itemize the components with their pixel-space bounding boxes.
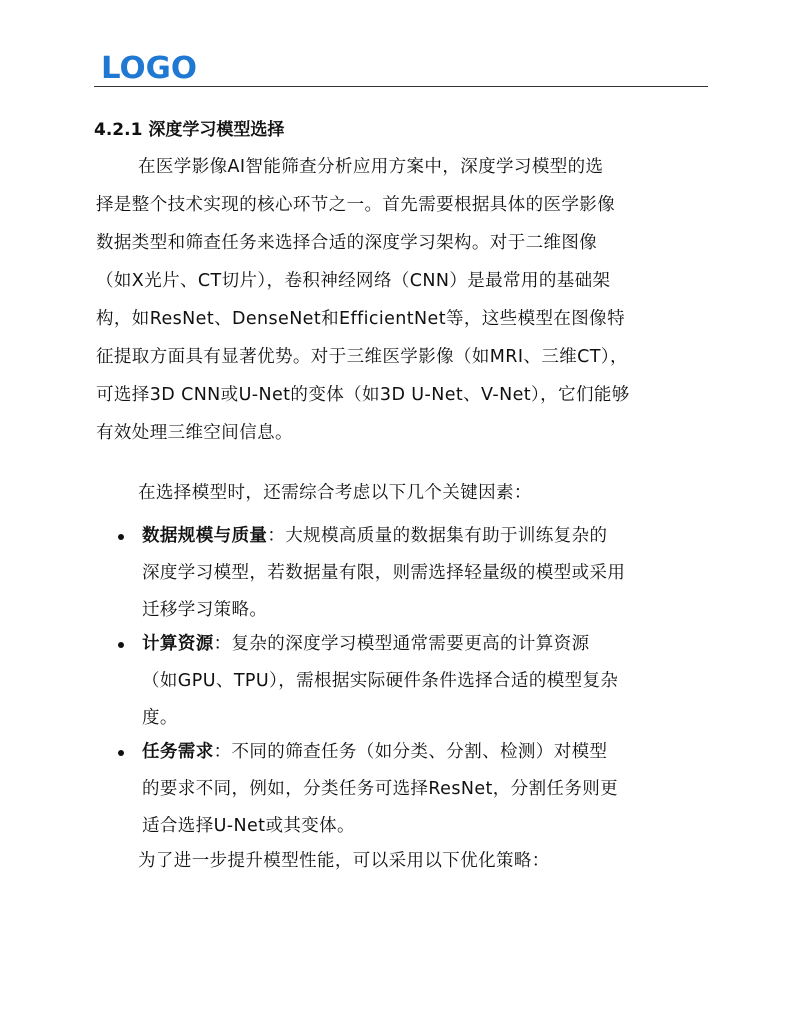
bullet-item-data-scale bbox=[118, 518, 718, 629]
bullet-line: 迁移学习策略。 bbox=[142, 600, 268, 620]
paragraph-line: 在选择模型时，还需综合考虑以下几个关键因素： bbox=[138, 483, 532, 503]
bullet-line: 适合选择U-Net或其变体。 bbox=[142, 816, 355, 836]
bullet-line: 的要求不同，例如，分类任务可选择ResNet，分割任务则更 bbox=[142, 779, 619, 799]
paragraph-line: （如X光片、CT切片），卷积神经网络（CNN）是最常用的基础架 bbox=[96, 271, 611, 291]
paragraph-line: 构，如ResNet、DenseNet和EfficientNet等，这些模型在图像特 bbox=[96, 309, 625, 329]
header-divider bbox=[94, 86, 708, 87]
bullet-line: （如GPU、TPU），需根据实际硬件条件选择合适的模型复杂 bbox=[142, 671, 619, 691]
paragraph-line: 择是整个技术实现的核心环节之一。首先需要根据具体的医学影像 bbox=[96, 195, 616, 215]
intro-paragraph bbox=[96, 148, 716, 452]
bullet-term: 数据规模与质量 bbox=[142, 526, 268, 546]
closing-paragraph bbox=[96, 842, 716, 880]
bullet-term: 计算资源 bbox=[142, 634, 214, 654]
bullet-line: 度。 bbox=[142, 708, 178, 728]
bullet-text: ：不同的筛查任务（如分类、分割、检测）对模型 bbox=[213, 742, 608, 762]
bullet-item-task-requirements bbox=[118, 734, 718, 845]
section-title: 4.2.1 深度学习模型选择 bbox=[94, 120, 285, 140]
company-logo bbox=[101, 52, 201, 82]
bullet-icon bbox=[118, 750, 124, 756]
bullet-text: ：复杂的深度学习模型通常需要更高的计算资源 bbox=[213, 634, 590, 654]
bullet-line bbox=[118, 734, 718, 771]
bullet-line: 深度学习模型，若数据量有限，则需选择轻量级的模型或采用 bbox=[142, 563, 626, 583]
logo-text: LOGO bbox=[101, 52, 197, 82]
bullet-text: ：大规模高质量的数据集有助于训练复杂的 bbox=[267, 526, 608, 546]
bullet-term: 任务需求 bbox=[142, 742, 214, 762]
paragraph-line: 为了进一步提升模型性能，可以采用以下优化策略： bbox=[138, 851, 550, 871]
paragraph-line: 有效处理三维空间信息。 bbox=[96, 423, 293, 443]
bullet-icon bbox=[118, 642, 124, 648]
factors-intro-paragraph bbox=[96, 474, 716, 512]
bullet-icon bbox=[118, 534, 124, 540]
paragraph-line: 征提取方面具有显著优势。对于三维医学影像（如MRI、三维CT）， bbox=[96, 347, 628, 367]
paragraph-line: 数据类型和筛查任务来选择合适的深度学习架构。对于二维图像 bbox=[96, 233, 598, 253]
paragraph-line: 在医学影像AI智能筛查分析应用方案中，深度学习模型的选 bbox=[138, 157, 604, 177]
bullet-item-compute-resources bbox=[118, 626, 718, 737]
bullet-line bbox=[118, 626, 718, 663]
bullet-line bbox=[118, 518, 718, 555]
paragraph-line: 可选择3D CNN或U-Net的变体（如3D U-Net、V-Net），它们能够 bbox=[96, 385, 630, 405]
